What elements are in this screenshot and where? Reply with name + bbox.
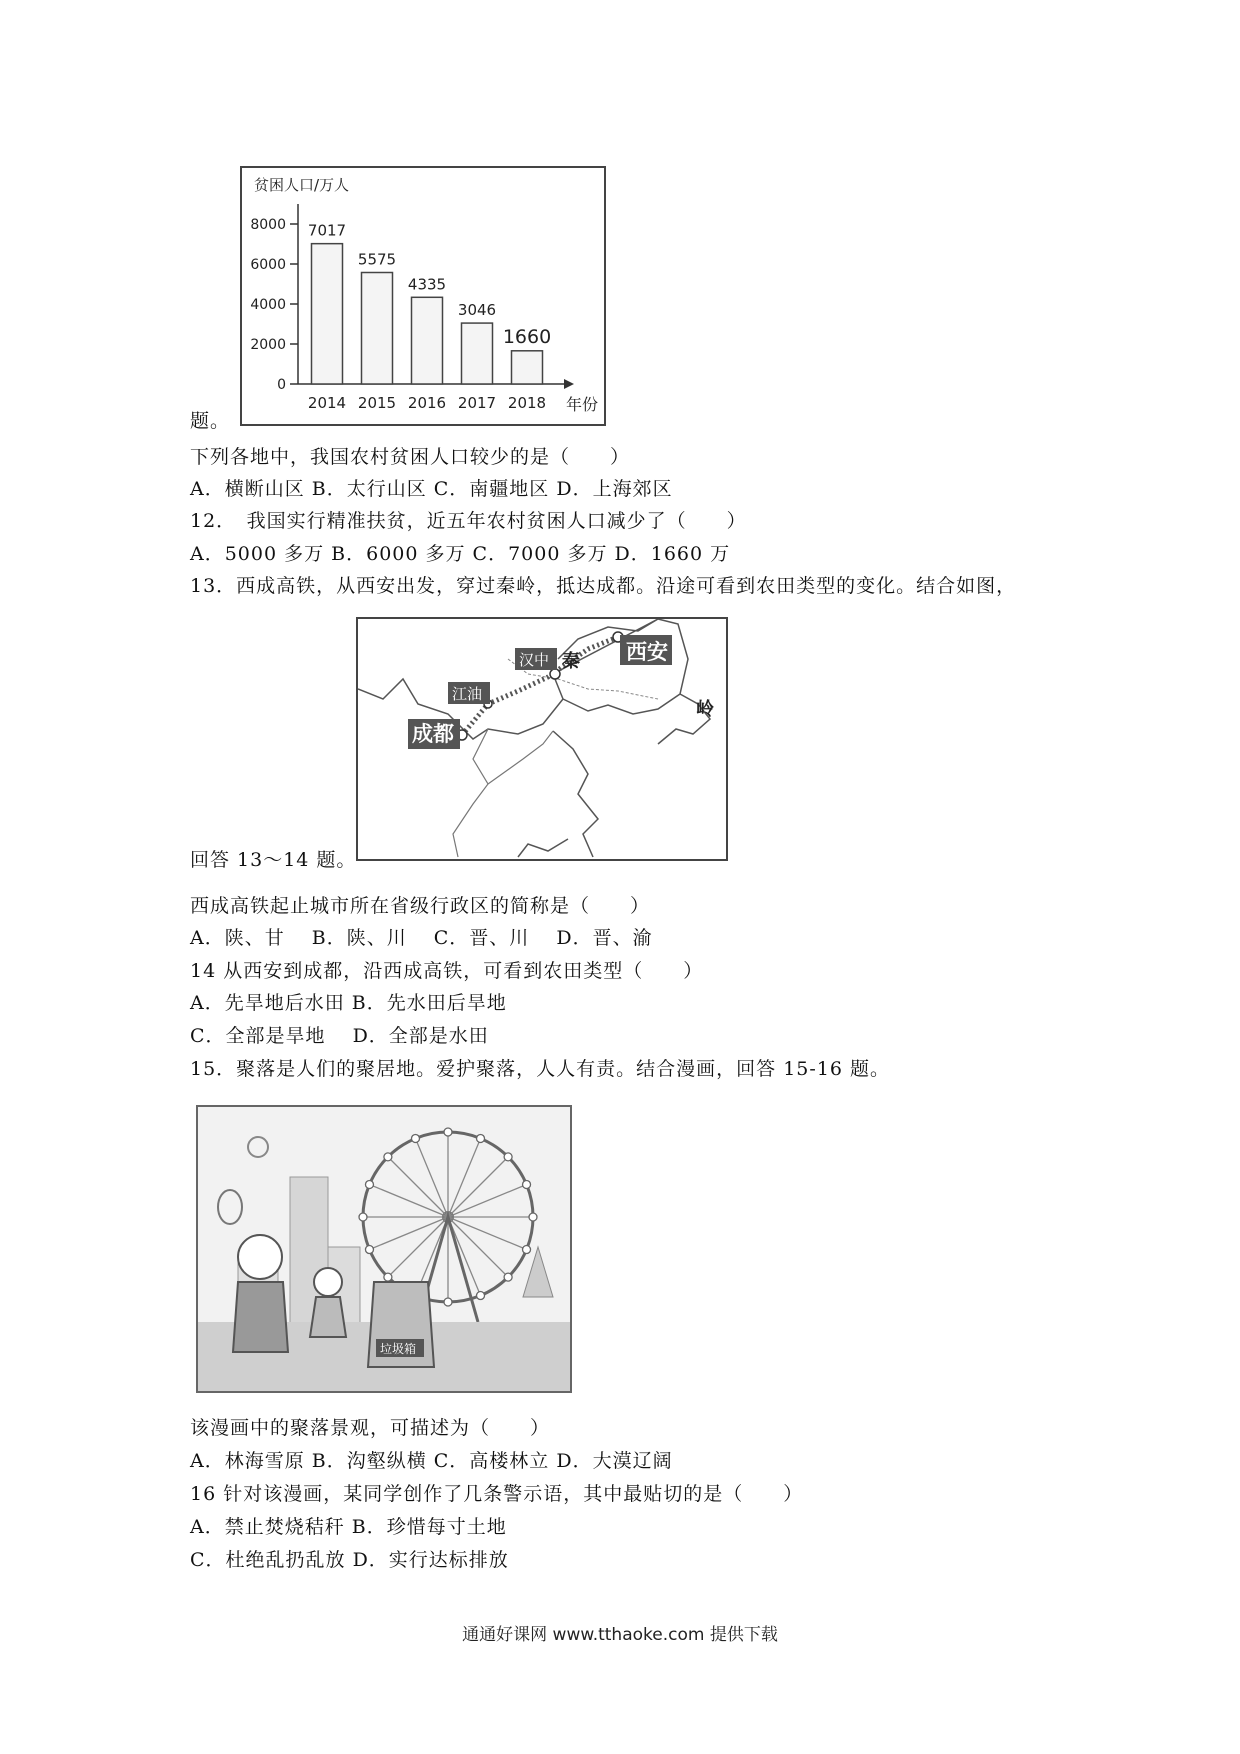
label-jiangyou: 江油 <box>452 685 483 703</box>
bar-value-label: 1660 <box>502 325 552 348</box>
bar <box>362 273 393 385</box>
bar-value-label: 7017 <box>307 221 347 240</box>
bar-value-label: 4335 <box>407 275 447 294</box>
y-axis-label: 贫困人口/万人 <box>254 176 350 194</box>
ferris-wheel-cabin <box>504 1153 512 1161</box>
y-tick-label: 2000 <box>250 337 286 353</box>
q12-stem: 12． 我国实行精准扶贫，近五年农村贫困人口减少了（ ） <box>190 510 747 532</box>
q14-stem: 14 从西安到成都，沿西成高铁，可看到农田类型（ ） <box>190 960 704 982</box>
railway-map <box>356 617 728 861</box>
ferris-wheel-cabin <box>523 1180 531 1188</box>
bar <box>412 297 443 384</box>
y-tick-label: 4000 <box>250 297 286 313</box>
q14-options-2: C．全部是旱地 D．全部是水田 <box>190 1025 489 1047</box>
y-tick-label: 8000 <box>250 217 286 233</box>
q12-options: A．5000 多万 B．6000 多万 C．7000 多万 D．1660 万 <box>190 543 731 565</box>
bin-label: 垃圾箱 <box>380 1342 417 1356</box>
y-ticks <box>250 217 298 393</box>
child-body <box>310 1297 346 1337</box>
q11-options: A．横断山区 B．太行山区 C．南疆地区 D．上海郊区 <box>190 478 673 500</box>
child-head <box>314 1268 342 1296</box>
bar <box>312 244 343 384</box>
x-tick-label: 2018 <box>507 394 547 412</box>
y-tick-label: 6000 <box>250 257 286 273</box>
ferris-wheel-cabin <box>384 1153 392 1161</box>
x-tick-label: 2016 <box>407 394 447 412</box>
q15-options: A．林海雪原 B．沟壑纵横 C．高楼林立 D．大漠辽阔 <box>190 1450 673 1472</box>
x-tick-label: 2015 <box>357 394 397 412</box>
q11-tail: 题。 <box>190 410 231 432</box>
x-axis-label: 年份 <box>566 395 599 414</box>
label-chengdu: 成都 <box>412 722 454 746</box>
q15-intro: 15．聚落是人们的聚居地。爱护聚落，人人有责。结合漫画，回答 15-16 题。 <box>190 1058 891 1080</box>
mother-head <box>238 1235 282 1279</box>
station-hanzhong <box>550 669 560 679</box>
q13-tail: 回答 13～14 题。 <box>190 849 357 871</box>
ferris-wheel-cabin <box>411 1134 419 1142</box>
ferris-wheel-cabin <box>529 1213 537 1221</box>
footer-source: 通通好课网 www.tthaoke.com 提供下载 <box>462 1625 778 1645</box>
province-border-sichuan <box>453 729 553 857</box>
label-hanzhong: 汉中 <box>519 651 550 669</box>
q16-options-2: C．杜绝乱扔乱放 D．实行达标排放 <box>190 1549 509 1571</box>
ferris-wheel-cabin <box>444 1128 452 1136</box>
x-axis-arrow <box>564 379 574 389</box>
ferris-wheel-cabin <box>477 1134 485 1142</box>
label-xian: 西安 <box>626 640 668 664</box>
label-mountain-qin: 秦 <box>562 651 580 672</box>
q13-intro: 13．西成高铁，从西安出发，穿过秦岭，抵达成都。沿途可看到农田类型的变化。结合如图， <box>190 575 1017 597</box>
bar <box>462 323 493 384</box>
bar-value-label: 3046 <box>457 301 497 320</box>
ferris-wheel-cabin <box>504 1273 512 1281</box>
q13-stem: 西成高铁起止城市所在省级行政区的简称是（ ） <box>190 895 651 917</box>
ferris-wheel-cabin <box>523 1246 531 1254</box>
label-mountain-ling: 岭 <box>696 699 714 720</box>
ferris-wheel-cabin <box>359 1213 367 1221</box>
settlement-cartoon <box>196 1105 572 1393</box>
y-tick-label: 0 <box>277 377 286 393</box>
q16-stem: 16 针对该漫画，某同学创作了几条警示语，其中最贴切的是（ ） <box>190 1483 804 1505</box>
bar-value-label: 5575 <box>357 250 397 269</box>
q15-stem: 该漫画中的聚落景观，可描述为（ ） <box>190 1417 551 1439</box>
x-tick-label: 2017 <box>457 394 497 412</box>
ferris-wheel-cabin <box>365 1180 373 1188</box>
ferris-wheel-cabin <box>384 1273 392 1281</box>
chart-svg <box>242 168 604 424</box>
q13-options: A．陕、甘 B．陕、川 C．晋、川 D．晋、渝 <box>190 927 653 949</box>
bar <box>512 351 543 384</box>
map-svg <box>358 619 726 859</box>
cartoon-svg <box>198 1107 570 1391</box>
q16-options-1: A．禁止焚烧秸秆 B．珍惜每寸土地 <box>190 1516 507 1538</box>
ferris-wheel-cabin <box>365 1246 373 1254</box>
ferris-wheel-cabin <box>444 1298 452 1306</box>
q14-options-1: A．先旱地后水田 B．先水田后旱地 <box>190 992 507 1014</box>
province-border-south <box>518 731 598 857</box>
mother-body <box>233 1282 288 1352</box>
ferris-wheel-cabin <box>477 1292 485 1300</box>
poverty-bar-chart <box>240 166 606 426</box>
x-tick-label: 2014 <box>307 394 347 412</box>
q11-stem: 下列各地中，我国农村贫困人口较少的是（ ） <box>190 446 631 468</box>
